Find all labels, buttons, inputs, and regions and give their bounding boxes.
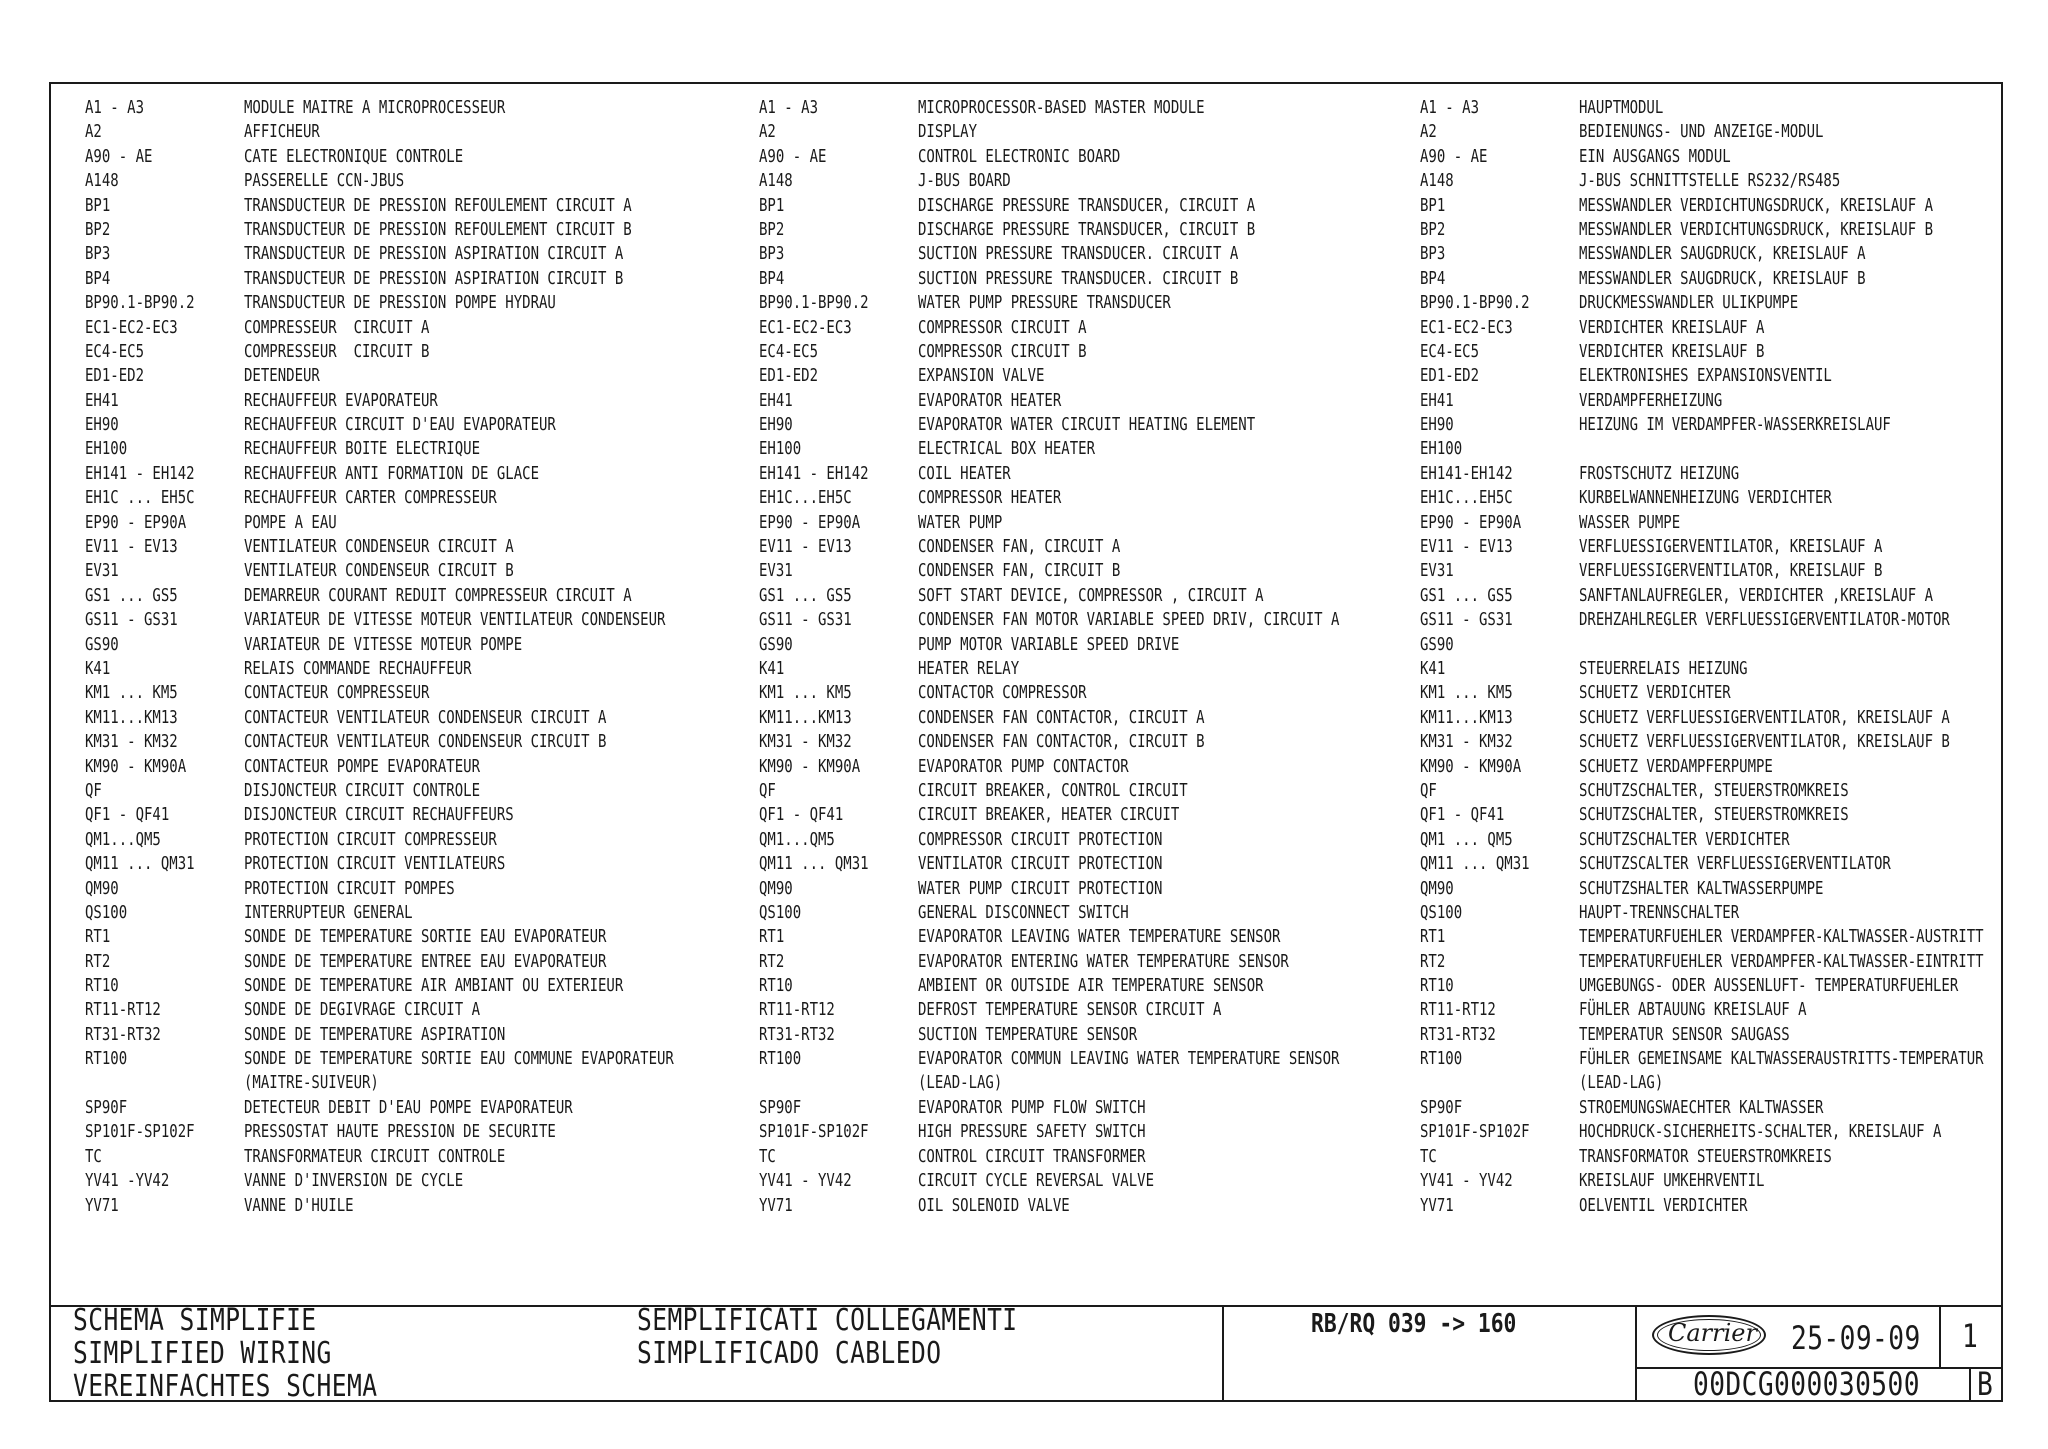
component-code: GS1 ... GS5 — [85, 585, 178, 606]
component-code: YV71 — [759, 1195, 793, 1216]
component-description: VENTILATOR CIRCUIT PROTECTION — [918, 854, 1163, 875]
component-code: BP4 — [1420, 268, 1446, 289]
component-description: EVAPORATOR PUMP FLOW SWITCH — [918, 1098, 1146, 1119]
component-code: QM90 — [759, 878, 793, 899]
component-description: PROTECTION CIRCUIT POMPES — [244, 878, 455, 899]
component-code: EH90 — [1420, 415, 1454, 436]
component-description: CATE ELECTRONIQUE CONTROLE — [244, 146, 464, 167]
component-description: CONDENSER FAN CONTACTOR, CIRCUIT A — [918, 707, 1205, 728]
component-code: QM90 — [1420, 878, 1454, 899]
component-code: EV31 — [85, 561, 119, 582]
component-code: A2 — [759, 122, 776, 143]
component-code: EC1-EC2-EC3 — [1420, 317, 1513, 338]
component-code: A90 - AE — [85, 146, 153, 167]
component-code: KM90 - KM90A — [85, 756, 187, 777]
component-description: AMBIENT OR OUTSIDE AIR TEMPERATURE SENSOR — [918, 976, 1264, 997]
component-code: QM90 — [85, 878, 119, 899]
component-code: EV31 — [1420, 561, 1454, 582]
component-description: COMPRESSOR CIRCUIT B — [918, 341, 1087, 362]
component-code: EH1C ... EH5C — [85, 488, 195, 509]
component-code: BP4 — [85, 268, 111, 289]
component-description: RECHAUFFEUR CARTER COMPRESSEUR — [244, 488, 497, 509]
component-code: K41 — [759, 658, 785, 679]
component-description: SONDE DE TEMPERATURE SORTIE EAU COMMUNE EVAPORATEUR (MAITRE-SUIVEUR) — [244, 1049, 674, 1094]
component-description: DISCHARGE PRESSURE TRANSDUCER, CIRCUIT B — [918, 219, 1256, 240]
component-description: COMPRESSEUR CIRCUIT B — [244, 341, 430, 362]
component-code: RT31-RT32 — [1420, 1024, 1496, 1045]
component-description: TEMPERATURFUEHLER VERDAMPFER-KALTWASSER-EINTRITT — [1579, 951, 1984, 972]
component-code: GS11 - GS31 — [85, 610, 178, 631]
component-description: RECHAUFFEUR EVAPORATEUR — [244, 390, 438, 411]
component-code: EV11 - EV13 — [85, 537, 178, 558]
component-code: EH90 — [759, 415, 793, 436]
component-description: HOCHDRUCK-SICHERHEITS-SCHALTER, KREISLAUF A — [1579, 1122, 1942, 1143]
component-code: KM11...KM13 — [1420, 707, 1513, 728]
component-description: CONDENSER FAN MOTOR VARIABLE SPEED DRIV, CIRCUIT A — [918, 610, 1340, 631]
component-code: QF — [1420, 780, 1437, 801]
component-description: J-BUS BOARD — [918, 171, 1011, 192]
component-code: QS100 — [85, 902, 128, 923]
carrier-logo-icon — [1652, 1315, 1770, 1357]
component-description: MESSWANDLER SAUGDRUCK, KREISLAUF A — [1579, 244, 1866, 265]
title-block-divider — [1939, 1305, 1941, 1367]
component-description: VARIATEUR DE VITESSE MOTEUR VENTILATEUR CONDENSEUR — [244, 610, 666, 631]
component-description: SCHUETZ VERFLUESSIGERVENTILATOR, KREISLAUF A — [1579, 707, 1950, 728]
component-code: QS100 — [759, 902, 802, 923]
component-description: KURBELWANNENHEIZUNG VERDICHTER — [1579, 488, 1832, 509]
component-description: VENTILATEUR CONDENSEUR CIRCUIT A — [244, 537, 514, 558]
component-description: CONTACTEUR VENTILATEUR CONDENSEUR CIRCUIT A — [244, 707, 607, 728]
component-description: PASSERELLE CCN-JBUS — [244, 171, 405, 192]
component-description: TRANSDUCTEUR DE PRESSION REFOULEMENT CIRCUIT B — [244, 219, 632, 240]
component-description: TRANSFORMATEUR CIRCUIT CONTROLE — [244, 1146, 506, 1167]
component-description: SCHUETZ VERFLUESSIGERVENTILATOR, KREISLAUF B — [1579, 732, 1950, 753]
title-english: SIMPLIFIED WIRING — [73, 1336, 332, 1371]
component-code: EH41 — [1420, 390, 1454, 411]
component-description: J-BUS SCHNITTSTELLE RS232/RS485 — [1579, 171, 1841, 192]
component-code: GS90 — [85, 634, 119, 655]
component-description: PROTECTION CIRCUIT COMPRESSEUR — [244, 829, 497, 850]
component-description: HAUPT-TRENNSCHALTER — [1579, 902, 1740, 923]
component-code: A148 — [85, 171, 119, 192]
component-code: EH1C...EH5C — [759, 488, 852, 509]
component-description: SCHUTZSCHALTER, STEUERSTROMKREIS — [1579, 805, 1849, 826]
component-description: CONDENSER FAN, CIRCUIT A — [918, 537, 1121, 558]
component-description: OIL SOLENOID VALVE — [918, 1195, 1070, 1216]
component-description: STROEMUNGSWAECHTER KALTWASSER — [1579, 1098, 1824, 1119]
component-description: MODULE MAITRE A MICROPROCESSEUR — [244, 98, 506, 118]
component-code: YV41 -YV42 — [85, 1171, 170, 1192]
title-spanish: SIMPLIFICADO CABLEDO — [637, 1336, 942, 1371]
component-description: SONDE DE TEMPERATURE ENTREE EAU EVAPORATEUR — [244, 951, 607, 972]
component-code: BP1 — [85, 195, 111, 216]
component-description: SONDE DE DEGIVRAGE CIRCUIT A — [244, 1000, 481, 1021]
component-description: WATER PUMP PRESSURE TRANSDUCER — [918, 293, 1171, 314]
component-code: RT100 — [1420, 1049, 1463, 1070]
component-description: PROTECTION CIRCUIT VENTILATEURS — [244, 854, 506, 875]
component-description: PRESSOSTAT HAUTE PRESSION DE SECURITE — [244, 1122, 556, 1143]
component-code: BP2 — [85, 219, 111, 240]
component-code: RT11-RT12 — [759, 1000, 835, 1021]
component-description: TRANSDUCTEUR DE PRESSION POMPE HYDRAU — [244, 293, 556, 314]
component-code: EC1-EC2-EC3 — [85, 317, 178, 338]
component-description: CIRCUIT CYCLE REVERSAL VALVE — [918, 1171, 1155, 1192]
component-code: BP2 — [759, 219, 785, 240]
component-description: TRANSDUCTEUR DE PRESSION REFOULEMENT CIRCUIT A — [244, 195, 632, 216]
component-code: RT2 — [1420, 951, 1446, 972]
component-code: QM11 ... QM31 — [759, 854, 869, 875]
component-description: SUCTION PRESSURE TRANSDUCER. CIRCUIT B — [918, 268, 1239, 289]
component-description: SONDE DE TEMPERATURE ASPIRATION — [244, 1024, 506, 1045]
component-code: QM11 ... QM31 — [85, 854, 195, 875]
component-code: A148 — [759, 171, 793, 192]
component-description: GENERAL DISCONNECT SWITCH — [918, 902, 1129, 923]
component-description: CONTACTEUR VENTILATEUR CONDENSEUR CIRCUIT B — [244, 732, 607, 753]
component-code: RT1 — [1420, 927, 1446, 948]
component-description: CONTACTEUR POMPE EVAPORATEUR — [244, 756, 481, 777]
component-code: GS90 — [759, 634, 793, 655]
component-description: MESSWANDLER SAUGDRUCK, KREISLAUF B — [1579, 268, 1866, 289]
component-code: A2 — [1420, 122, 1437, 143]
component-description: DEFROST TEMPERATURE SENSOR CIRCUIT A — [918, 1000, 1222, 1021]
component-code: EH41 — [759, 390, 793, 411]
component-code: ED1-ED2 — [759, 366, 819, 387]
component-code: EH90 — [85, 415, 119, 436]
component-description: SCHUETZ VERDICHTER — [1579, 683, 1731, 704]
component-code: EV11 - EV13 — [759, 537, 852, 558]
revision-letter: B — [1977, 1365, 1994, 1403]
component-code: TC — [1420, 1146, 1437, 1167]
component-code: QS100 — [1420, 902, 1463, 923]
component-description: SANFTANLAUFREGLER, VERDICHTER ,KREISLAUF A — [1579, 585, 1934, 606]
component-description: DEMARREUR COURANT REDUIT COMPRESSEUR CIRCUIT A — [244, 585, 632, 606]
component-description: SCHUETZ VERDAMPFERPUMPE — [1579, 756, 1773, 777]
title-block-divider — [1222, 1305, 1224, 1402]
component-code: A1 - A3 — [1420, 98, 1480, 118]
component-description: COMPRESSOR CIRCUIT PROTECTION — [918, 829, 1163, 850]
component-description: RECHAUFFEUR CIRCUIT D'EAU EVAPORATEUR — [244, 415, 556, 436]
component-code: RT31-RT32 — [759, 1024, 835, 1045]
component-code: GS1 ... GS5 — [759, 585, 852, 606]
component-description: SCHUTZSHALTER KALTWASSERPUMPE — [1579, 878, 1824, 899]
component-code: EC4-EC5 — [759, 341, 819, 362]
component-description: CONTROL ELECTRONIC BOARD — [918, 146, 1121, 167]
component-description: COMPRESSEUR CIRCUIT A — [244, 317, 430, 338]
component-code: QF — [85, 780, 102, 801]
document-number: 00DCG000030500 — [1693, 1365, 1920, 1403]
component-description: VENTILATEUR CONDENSEUR CIRCUIT B — [244, 561, 514, 582]
component-description: CONTROL CIRCUIT TRANSFORMER — [918, 1146, 1146, 1167]
component-code: EC1-EC2-EC3 — [759, 317, 852, 338]
component-code: SP90F — [1420, 1098, 1463, 1119]
component-code: BP90.1-BP90.2 — [85, 293, 195, 314]
component-description: WATER PUMP CIRCUIT PROTECTION — [918, 878, 1163, 899]
component-description: AFFICHEUR — [244, 122, 320, 143]
component-description: COIL HEATER — [918, 463, 1011, 484]
component-description: CIRCUIT BREAKER, HEATER CIRCUIT — [918, 805, 1180, 826]
component-description: WATER PUMP — [918, 512, 1003, 533]
component-code: A90 - AE — [1420, 146, 1488, 167]
logo-text: Carrier — [1668, 1319, 1757, 1347]
component-description: DREHZAHLREGLER VERFLUESSIGERVENTILATOR-MOTOR — [1579, 610, 1950, 631]
component-code: SP90F — [759, 1098, 802, 1119]
component-description: DISJONCTEUR CIRCUIT RECHAUFFEURS — [244, 805, 514, 826]
title-block-top-border — [49, 1305, 2003, 1307]
component-code: YV71 — [85, 1195, 119, 1216]
component-code: KM11...KM13 — [759, 707, 852, 728]
component-code: EH141-EH142 — [1420, 463, 1513, 484]
title-italian: SEMPLIFICATI COLLEGAMENTI — [637, 1303, 1018, 1338]
component-code: EH141 - EH142 — [759, 463, 869, 484]
component-description: SUCTION TEMPERATURE SENSOR — [918, 1024, 1138, 1045]
component-code: RT2 — [85, 951, 111, 972]
component-description: RECHAUFFEUR ANTI FORMATION DE GLACE — [244, 463, 540, 484]
component-code: A2 — [85, 122, 102, 143]
model-range: RB/RQ 039 -> 160 — [1311, 1309, 1517, 1339]
component-description: DISPLAY — [918, 122, 978, 143]
component-description: HAUPTMODUL — [1579, 98, 1664, 118]
component-code: RT1 — [85, 927, 111, 948]
component-code: QM11 ... QM31 — [1420, 854, 1530, 875]
component-code: ED1-ED2 — [85, 366, 145, 387]
component-description: PUMP MOTOR VARIABLE SPEED DRIVE — [918, 634, 1180, 655]
component-description: INTERRUPTEUR GENERAL — [244, 902, 413, 923]
component-code: EP90 - EP90A — [759, 512, 861, 533]
component-description: EVAPORATOR WATER CIRCUIT HEATING ELEMENT — [918, 415, 1256, 436]
component-code: TC — [85, 1146, 102, 1167]
component-code: EV31 — [759, 561, 793, 582]
component-description: VERFLUESSIGERVENTILATOR, KREISLAUF B — [1579, 561, 1883, 582]
component-code: KM1 ... KM5 — [759, 683, 852, 704]
component-description: HEATER RELAY — [918, 658, 1020, 679]
component-description: EVAPORATOR HEATER — [918, 390, 1062, 411]
component-description: TEMPERATUR SENSOR SAUGASS — [1579, 1024, 1790, 1045]
component-description: VERDICHTER KREISLAUF B — [1579, 341, 1765, 362]
component-code: RT10 — [1420, 976, 1454, 997]
component-code: GS90 — [1420, 634, 1454, 655]
component-description: TRANSFORMATOR STEUERSTROMKREIS — [1579, 1146, 1832, 1167]
component-code: KM31 - KM32 — [1420, 732, 1513, 753]
component-description: STEUERRELAIS HEIZUNG — [1579, 658, 1748, 679]
component-description: HEIZUNG IM VERDAMPFER-WASSERKREISLAUF — [1579, 415, 1891, 436]
component-code: KM90 - KM90A — [759, 756, 861, 777]
title-french: SCHEMA SIMPLIFIE — [73, 1303, 317, 1338]
component-code: EP90 - EP90A — [85, 512, 187, 533]
component-description: EVAPORATOR LEAVING WATER TEMPERATURE SENSOR — [918, 927, 1281, 948]
component-code: EH1C...EH5C — [1420, 488, 1513, 509]
component-description: CONDENSER FAN CONTACTOR, CIRCUIT B — [918, 732, 1205, 753]
component-description: CONTACTOR COMPRESSOR — [918, 683, 1087, 704]
component-code: SP101F-SP102F — [1420, 1122, 1530, 1143]
component-code: QF1 - QF41 — [1420, 805, 1505, 826]
component-description: SUCTION PRESSURE TRANSDUCER. CIRCUIT A — [918, 244, 1239, 265]
component-code: BP4 — [759, 268, 785, 289]
component-code: YV41 - YV42 — [1420, 1171, 1513, 1192]
component-code: QM1...QM5 — [759, 829, 835, 850]
component-code: QM1 ... QM5 — [1420, 829, 1513, 850]
component-description: DRUCKMESSWANDLER ULIKPUMPE — [1579, 293, 1799, 314]
component-description: MESSWANDLER VERDICHTUNGSDRUCK, KREISLAUF A — [1579, 195, 1934, 216]
component-code: RT2 — [759, 951, 785, 972]
component-description: COMPRESSOR CIRCUIT A — [918, 317, 1087, 338]
component-description: WASSER PUMPE — [1579, 512, 1681, 533]
component-description: CONTACTEUR COMPRESSEUR — [244, 683, 430, 704]
component-code: RT31-RT32 — [85, 1024, 161, 1045]
component-code: RT10 — [759, 976, 793, 997]
component-code: EV11 - EV13 — [1420, 537, 1513, 558]
component-code: BP2 — [1420, 219, 1446, 240]
component-description: RELAIS COMMANDE RECHAUFFEUR — [244, 658, 472, 679]
component-code: RT100 — [85, 1049, 128, 1070]
component-description: KREISLAUF UMKEHRVENTIL — [1579, 1171, 1765, 1192]
component-description: TRANSDUCTEUR DE PRESSION ASPIRATION CIRCUIT B — [244, 268, 624, 289]
component-code: EH100 — [759, 439, 802, 460]
component-code: KM11...KM13 — [85, 707, 178, 728]
component-description: ELECTRICAL BOX HEATER — [918, 439, 1096, 460]
revision-date: 25-09-09 — [1791, 1319, 1921, 1357]
component-code: KM31 - KM32 — [85, 732, 178, 753]
component-description: BEDIENUNGS- UND ANZEIGE-MODUL — [1579, 122, 1824, 143]
component-description: CIRCUIT BREAKER, CONTROL CIRCUIT — [918, 780, 1188, 801]
component-code: EP90 - EP90A — [1420, 512, 1522, 533]
component-description: VANNE D'HUILE — [244, 1195, 354, 1216]
component-description: CONDENSER FAN, CIRCUIT B — [918, 561, 1121, 582]
component-code: RT100 — [759, 1049, 802, 1070]
component-code: KM1 ... KM5 — [85, 683, 178, 704]
component-description: DETECTEUR DEBIT D'EAU POMPE EVAPORATEUR — [244, 1098, 573, 1119]
component-description: HIGH PRESSURE SAFETY SWITCH — [918, 1122, 1146, 1143]
component-code: QF1 - QF41 — [759, 805, 844, 826]
component-description: DISJONCTEUR CIRCUIT CONTROLE — [244, 780, 481, 801]
component-description: EXPANSION VALVE — [918, 366, 1045, 387]
title-block-divider — [1635, 1305, 1637, 1402]
component-code: EH41 — [85, 390, 119, 411]
component-code: RT11-RT12 — [85, 1000, 161, 1021]
component-description: SOFT START DEVICE, COMPRESSOR , CIRCUIT A — [918, 585, 1264, 606]
component-code: A90 - AE — [759, 146, 827, 167]
component-code: TC — [759, 1146, 776, 1167]
component-code: EH100 — [85, 439, 128, 460]
component-code: RT1 — [759, 927, 785, 948]
component-code: QF1 - QF41 — [85, 805, 170, 826]
component-code: EC4-EC5 — [1420, 341, 1480, 362]
component-code: ED1-ED2 — [1420, 366, 1480, 387]
title-block-divider — [1969, 1367, 1971, 1402]
component-description: MICROPROCESSOR-BASED MASTER MODULE — [918, 98, 1205, 118]
component-code: BP1 — [1420, 195, 1446, 216]
component-description: VERFLUESSIGERVENTILATOR, KREISLAUF A — [1579, 537, 1883, 558]
component-description: SCHUTZSCALTER VERFLUESSIGERVENTILATOR — [1579, 854, 1891, 875]
component-description: VARIATEUR DE VITESSE MOTEUR POMPE — [244, 634, 523, 655]
component-code: K41 — [85, 658, 111, 679]
component-description: COMPRESSOR HEATER — [918, 488, 1062, 509]
component-code: GS11 - GS31 — [1420, 610, 1513, 631]
component-description: EIN AUSGANGS MODUL — [1579, 146, 1731, 167]
component-code: EC4-EC5 — [85, 341, 145, 362]
component-description: EVAPORATOR ENTERING WATER TEMPERATURE SENSOR — [918, 951, 1289, 972]
component-description: SCHUTZSCHALTER VERDICHTER — [1579, 829, 1790, 850]
component-code: YV71 — [1420, 1195, 1454, 1216]
title-german: VEREINFACHTES SCHEMA — [73, 1369, 378, 1404]
component-description: FÜHLER GEMEINSAME KALTWASSERAUSTRITTS-TEMPERATUR (LEAD-LAG) — [1579, 1049, 1984, 1094]
component-code: SP101F-SP102F — [759, 1122, 869, 1143]
component-code: KM1 ... KM5 — [1420, 683, 1513, 704]
component-code: BP90.1-BP90.2 — [1420, 293, 1530, 314]
component-code: RT11-RT12 — [1420, 1000, 1496, 1021]
component-description: VERDICHTER KREISLAUF A — [1579, 317, 1765, 338]
component-description: EVAPORATOR PUMP CONTACTOR — [918, 756, 1129, 777]
component-code: BP90.1-BP90.2 — [759, 293, 869, 314]
sheet-number: 1 — [1962, 1317, 1979, 1355]
component-code: QM1...QM5 — [85, 829, 161, 850]
component-description: MESSWANDLER VERDICHTUNGSDRUCK, KREISLAUF B — [1579, 219, 1934, 240]
component-description: SCHUTZSCHALTER, STEUERSTROMKREIS — [1579, 780, 1849, 801]
component-description: DETENDEUR — [244, 366, 320, 387]
component-description: UMGEBUNGS- ODER AUSSENLUFT- TEMPERATURFUEHLER — [1579, 976, 1959, 997]
component-description: RECHAUFFEUR BOITE ELECTRIQUE — [244, 439, 481, 460]
component-description: EVAPORATOR COMMUN LEAVING WATER TEMPERATURE SENSOR (LEAD-LAG) — [918, 1049, 1340, 1094]
component-description: VERDAMPFERHEIZUNG — [1579, 390, 1723, 411]
component-code: BP3 — [759, 244, 785, 265]
component-code: KM31 - KM32 — [759, 732, 852, 753]
component-description: OELVENTIL VERDICHTER — [1579, 1195, 1748, 1216]
component-code: RT10 — [85, 976, 119, 997]
component-code: A148 — [1420, 171, 1454, 192]
component-description: SONDE DE TEMPERATURE SORTIE EAU EVAPORATEUR — [244, 927, 607, 948]
component-code: YV41 - YV42 — [759, 1171, 852, 1192]
component-code: SP101F-SP102F — [85, 1122, 195, 1143]
component-code: BP1 — [759, 195, 785, 216]
component-description: FROSTSCHUTZ HEIZUNG — [1579, 463, 1740, 484]
component-code: SP90F — [85, 1098, 128, 1119]
component-description: TEMPERATURFUEHLER VERDAMPFER-KALTWASSER-AUSTRITT — [1579, 927, 1984, 948]
component-description: TRANSDUCTEUR DE PRESSION ASPIRATION CIRCUIT A — [244, 244, 624, 265]
component-code: EH141 - EH142 — [85, 463, 195, 484]
component-code: A1 - A3 — [85, 98, 145, 118]
component-code: KM90 - KM90A — [1420, 756, 1522, 777]
component-code: GS1 ... GS5 — [1420, 585, 1513, 606]
component-description: POMPE A EAU — [244, 512, 337, 533]
component-code: QF — [759, 780, 776, 801]
component-code: K41 — [1420, 658, 1446, 679]
component-code: EH100 — [1420, 439, 1463, 460]
component-description: SONDE DE TEMPERATURE AIR AMBIANT OU EXTERIEUR — [244, 976, 624, 997]
component-description: ELEKTRONISHES EXPANSIONSVENTIL — [1579, 366, 1832, 387]
component-code: BP3 — [1420, 244, 1446, 265]
component-code: A1 - A3 — [759, 98, 819, 118]
component-description: DISCHARGE PRESSURE TRANSDUCER, CIRCUIT A — [918, 195, 1256, 216]
component-code: BP3 — [85, 244, 111, 265]
component-description: VANNE D'INVERSION DE CYCLE — [244, 1171, 464, 1192]
component-code: GS11 - GS31 — [759, 610, 852, 631]
component-description: FÜHLER ABTAUUNG KREISLAUF A — [1579, 1000, 1807, 1021]
